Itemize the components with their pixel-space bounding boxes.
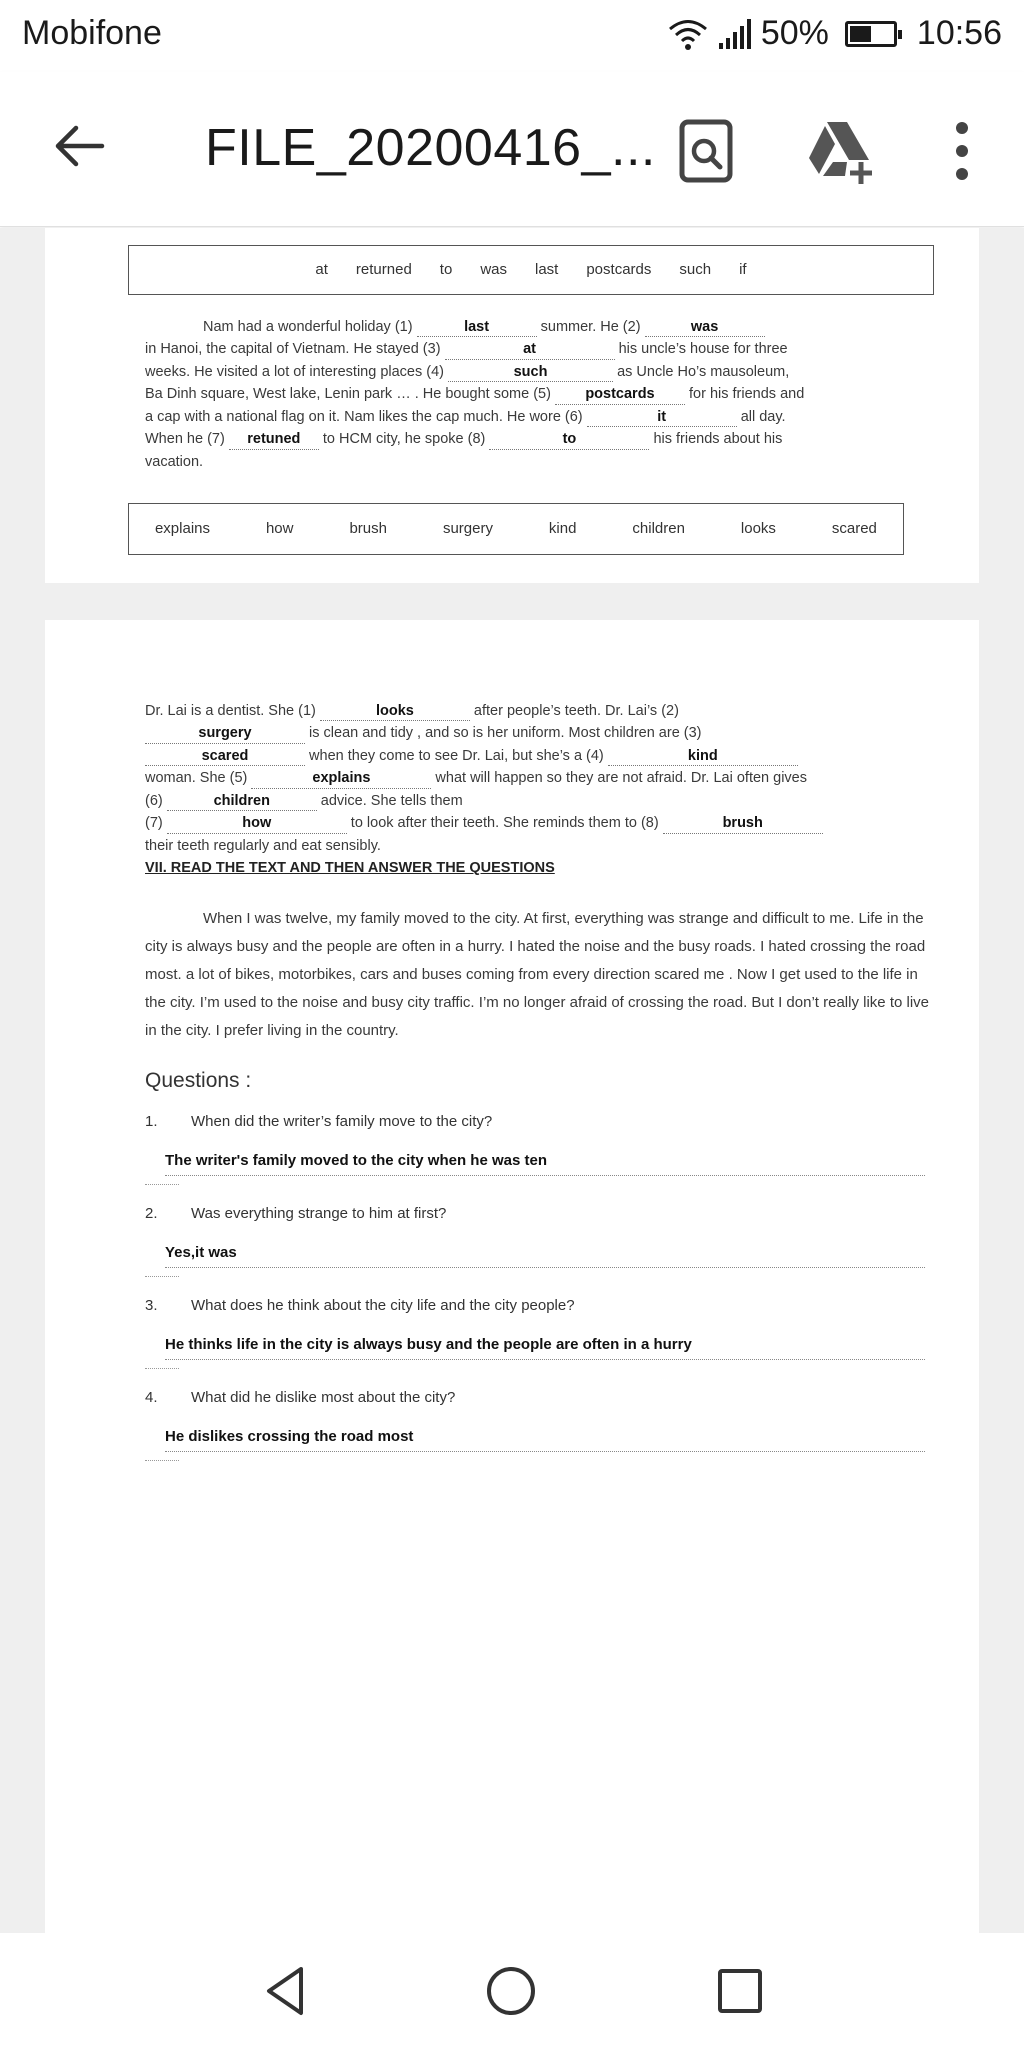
text: after people’s teeth. Dr. Lai’s (2) [473,703,679,719]
word-box-item: kind [548,520,577,538]
text: all day. [740,408,786,425]
clock: 10:56 [916,14,1002,52]
nav-recent-icon[interactable] [710,1961,770,2021]
text: (6) [145,792,163,809]
text: to look after their teeth. She reminds them to (8) [350,815,659,832]
word-box-item: brush [349,520,387,538]
text: is clean and tidy , and so is her uniform. Most children are (3) [309,725,702,742]
word-box-2 [128,503,904,555]
question-item [145,1110,945,1185]
word-box-item: at [315,261,328,279]
dotted-line [145,1276,179,1277]
arrow-left-icon[interactable] [50,116,110,176]
word-box-item: surgery [442,520,493,538]
nav-back-icon[interactable] [255,1961,315,2021]
text: when they come to see Dr. Lai, but she’s a (4) [309,747,604,764]
blank-answer: looks [320,703,470,721]
blank-answer: children [167,793,317,811]
file-title: FILE_20200416_... [205,119,656,177]
word-box-item: looks [740,520,776,538]
dotted-line [145,1460,179,1461]
navigation-bar [0,1933,1024,2048]
question-item [145,1202,945,1277]
status-bar [0,0,1024,72]
answer-text: Yes,it was [165,1241,925,1267]
blank-answer: explains [251,770,431,788]
app-bar [0,72,1024,227]
blank-answer: it [587,409,737,427]
question-item [145,1386,945,1461]
reading-passage [145,905,935,1045]
word-box-item: last [535,261,559,279]
text: his uncle’s house for three [618,341,788,358]
word-box-item: scared [831,520,877,538]
text: When he (7) [145,431,225,448]
text: Nam had a wonderful holiday (1) [203,319,413,335]
blank-answer: brush [663,815,823,833]
word-box-item: how [265,520,294,538]
questions-title: Questions : [145,1069,252,1092]
drive-add-icon[interactable] [805,116,875,186]
nav-home-icon[interactable] [481,1961,541,2021]
question-text: What did he dislike most about the city? [191,1389,456,1406]
text: as Uncle Ho’s mausoleum, [617,363,790,380]
dotted-line [145,1368,179,1369]
document-viewer[interactable] [0,228,1024,1933]
text: vacation. [145,453,204,470]
text: Ba Dinh square, West lake, Lenin park … . He bought some (5) [145,386,551,403]
text: Dr. Lai is a dentist. She (1) [145,703,316,719]
blank-answer: at [445,341,615,359]
text: a cap with a national flag on it. Nam likes the cap much. He wore (6) [145,408,583,425]
cloze-paragraph-2 [145,700,945,880]
text: their teeth regularly and eat sensibly. [145,837,381,854]
word-box-1 [128,245,934,295]
word-box-item: children [632,520,685,538]
text: (7) [145,815,163,832]
text: woman. She (5) [145,770,248,787]
text: to HCM city, he spoke (8) [322,431,486,448]
cloze-paragraph-1 [145,316,945,473]
answer-text: He dislikes crossing the road most [165,1425,925,1451]
document-page-2 [45,620,979,1933]
question-number: 1. [145,1113,158,1130]
more-vertical-icon[interactable] [942,116,982,186]
battery-icon [845,21,897,47]
blank-answer: postcards [555,386,685,404]
word-box-item: to [439,261,453,279]
document-page-1 [45,228,979,583]
text: in Hanoi, the capital of Vietnam. He stayed (3) [145,341,441,358]
battery-percent: 50% [760,14,829,52]
wifi-icon [667,16,709,52]
word-box-item: postcards [586,261,652,279]
text: advice. She tells them [320,792,463,809]
blank-answer: scared [145,748,305,766]
blank-answer: how [167,815,347,833]
word-box-item: if [739,261,747,279]
blank-answer: kind [608,748,798,766]
search-doc-icon[interactable] [676,116,736,186]
answer-text: The writer's family moved to the city when he was ten [165,1149,925,1175]
status-icons [667,14,1002,53]
blank-answer: retuned [229,431,319,449]
dotted-line [145,1184,179,1185]
carrier-name: Mobifone [22,14,162,52]
question-text: What does he think about the city life and the city people? [191,1297,575,1314]
word-box-item: returned [355,261,412,279]
text: weeks. He visited a lot of interesting places (4) [145,363,444,380]
blank-answer: last [417,319,537,337]
blank-answer: was [645,319,765,337]
text: summer. He (2) [540,319,641,335]
section-title: VII. READ THE TEXT AND THEN ANSWER THE QUESTIONS [145,860,555,877]
answer-text: He thinks life in the city is always busy and the people are often in a hurry [165,1333,925,1359]
question-item [145,1294,945,1369]
text: his friends about his [653,431,783,448]
question-number: 4. [145,1389,158,1406]
question-text: When did the writer’s family move to the city? [191,1113,493,1130]
signal-icon [719,19,751,49]
question-text: Was everything strange to him at first? [191,1205,447,1222]
blank-answer: to [489,431,649,449]
blank-answer: surgery [145,725,305,743]
question-number: 2. [145,1205,158,1222]
blank-answer: such [448,364,613,382]
text: what will happen so they are not afraid. Dr. Lai often gives [435,770,807,787]
word-box-item: such [679,261,712,279]
word-box-item: explains [154,520,211,538]
text: for his friends and [689,386,805,403]
question-number: 3. [145,1297,158,1314]
reading-text: When I was twelve, my family moved to the city. At first, everything was strange and difficult to me. Life in the city is always busy and the people are often in a hurry. I hated the noise and the busy roads. I hated crossing the road most. a lot of bikes, motorbikes, cars and buses coming from every direction scared me . Now I get used to the life in the city. I’m used to the noise and busy city traffic. I’m no longer afraid of crossing the road. But I don’t really like to live in the city. I prefer living in the country. [145,910,929,1039]
word-box-item: was [480,261,507,279]
